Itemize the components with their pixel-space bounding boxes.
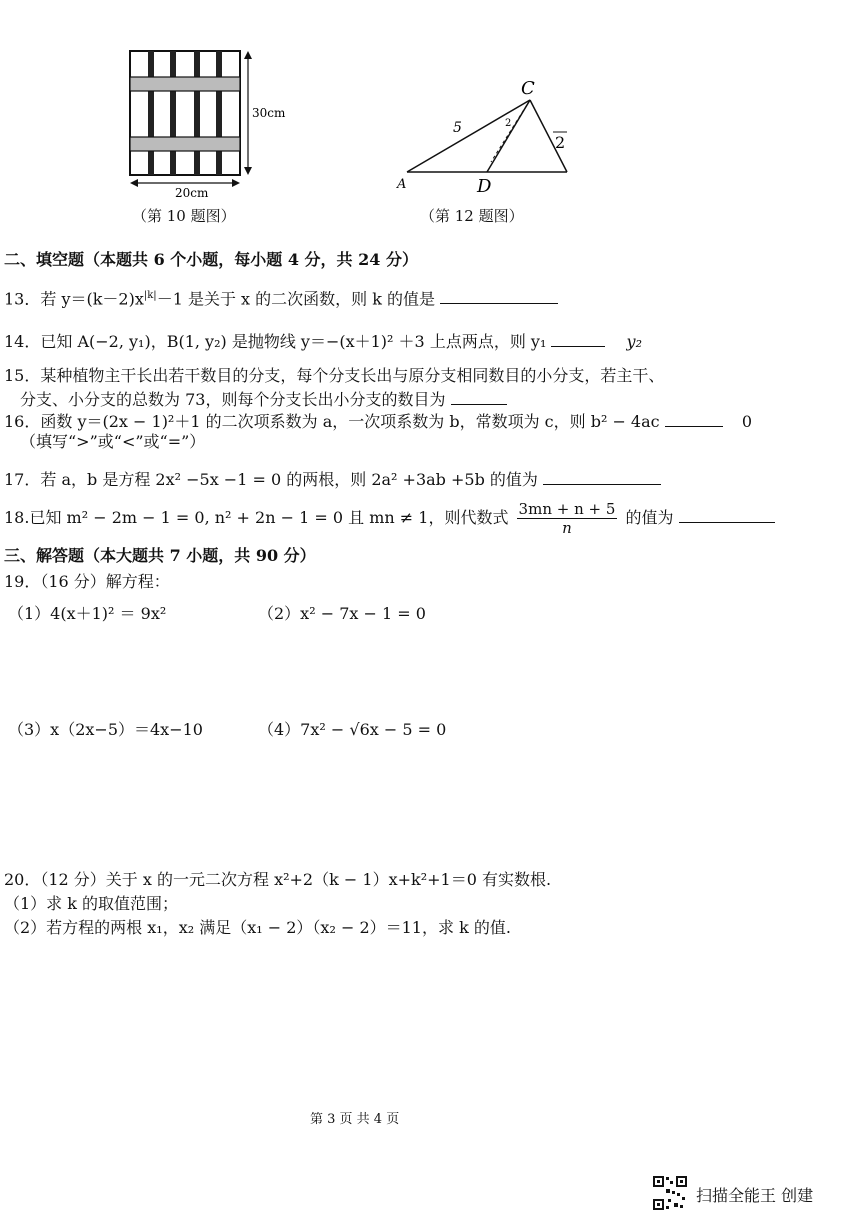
answer-blank-13[interactable] (440, 287, 558, 304)
scanner-watermark: 扫描全能王 创建 (696, 1186, 814, 1205)
section-fill-heading: 二、填空题（本题共 6 个小题，每小题 4 分，共 24 分） (4, 250, 418, 269)
fig10-width-label: 20cm (175, 186, 209, 200)
fig12-side-ac (407, 100, 530, 172)
question-19-part-4: （4）7x² − √6x − 5 = 0 (258, 720, 447, 739)
fig12-label-side: 2 (555, 133, 566, 152)
question-17: 17．若 a，b 是方程 2x² −5x −1 = 0 的两根，则 2a² +3ab +5b 的值为 (4, 468, 661, 490)
figure-12 (395, 80, 585, 205)
fig12-caption: （第 12 题图） (420, 207, 524, 225)
question-13: 13．若 $y=(k-2)x^{|k|}-1$ 是关于 x 的二次函数，则 k 的值是 (4, 286, 558, 309)
question-18: 18.已知 m² − 2m − 1 = 0, n² + 2n − 1 = 0 且 mn ≠ 1，则代数式 $\frac{3mn + n + 5}{n}$ 的值为 (4, 500, 775, 537)
question-14: 14．已知 A(−2, y₁)，B(1, y₂) 是抛物线 y＝−(x＋1)² ＋3 上点两点，则 y₁ y₂ (4, 332, 642, 351)
question-19-title: 19．（16 分）解方程： (4, 572, 170, 591)
answer-blank-18[interactable] (679, 506, 775, 523)
section-solve-heading: 三、解答题（本大题共 7 小题，共 90 分） (4, 546, 316, 565)
fig12-label-c: C (521, 80, 535, 99)
fig12-label-a: A (397, 177, 407, 192)
fig10-path-h2 (130, 137, 240, 151)
question-15-line1: 15．某种植物主干长出若干数目的分支，每个分支长出与原分支相同数目的小分支，若主干、 (4, 366, 665, 385)
figure-10 (120, 45, 300, 205)
fig10-caption: （第 10 题图） (132, 207, 236, 225)
fig10-path-h1 (130, 77, 240, 91)
fig12-label-d: D (477, 176, 492, 197)
fig10-path-v2 (170, 51, 176, 175)
question-16-line2: （填写“>”或“<”或“=”） (20, 432, 206, 451)
question-19-part-2: （2）x² − 7x − 1 = 0 (258, 604, 426, 623)
fig10-outer-rect (130, 51, 240, 175)
fig10-height-label: 30cm (252, 106, 286, 120)
fig12-label-angle: 2 (505, 118, 512, 129)
question-16-line1: 16．函数 y＝(2x − 1)²＋1 的二次项系数为 a，一次项系数为 b，常数项为 c，则 b² − 4ac 0 (4, 412, 752, 431)
question-19-part-3: （3）x（2x−5）＝4x−10 (8, 720, 203, 739)
question-19-part-1: （1）4(x＋1)² ＝ 9x² (8, 604, 167, 623)
answer-blank-16[interactable] (665, 410, 723, 427)
fig10-path-v4 (216, 51, 222, 175)
question-20-title: 20．（12 分）关于 x 的一元二次方程 x²+2（k − 1）x+k²+1＝0 有实数根. (4, 870, 552, 889)
fig10-path-v1 (148, 51, 154, 175)
qr-code-icon (652, 1175, 688, 1211)
fig10-path-v3 (194, 51, 200, 175)
question-20-part-1: （1）求 k 的取值范围； (4, 894, 179, 913)
fig12-label-5: 5 (453, 120, 462, 136)
question-20-part-2: （2）若方程的两根 x₁，x₂ 满足（x₁ − 2）（x₂ − 2）＝11，求 k 的值. (4, 918, 511, 937)
page-number: 第 3 页 共 4 页 (310, 1112, 400, 1127)
answer-blank-17[interactable] (543, 468, 661, 485)
answer-blank-15[interactable] (451, 388, 507, 405)
question-15-line2: 分支、小分支的总数为 73，则每个分支长出小分支的数目为 (20, 388, 507, 410)
q18-fraction: $\frac{3mn + n + 5}{n}$ (518, 500, 616, 537)
answer-blank-14[interactable] (551, 330, 605, 347)
